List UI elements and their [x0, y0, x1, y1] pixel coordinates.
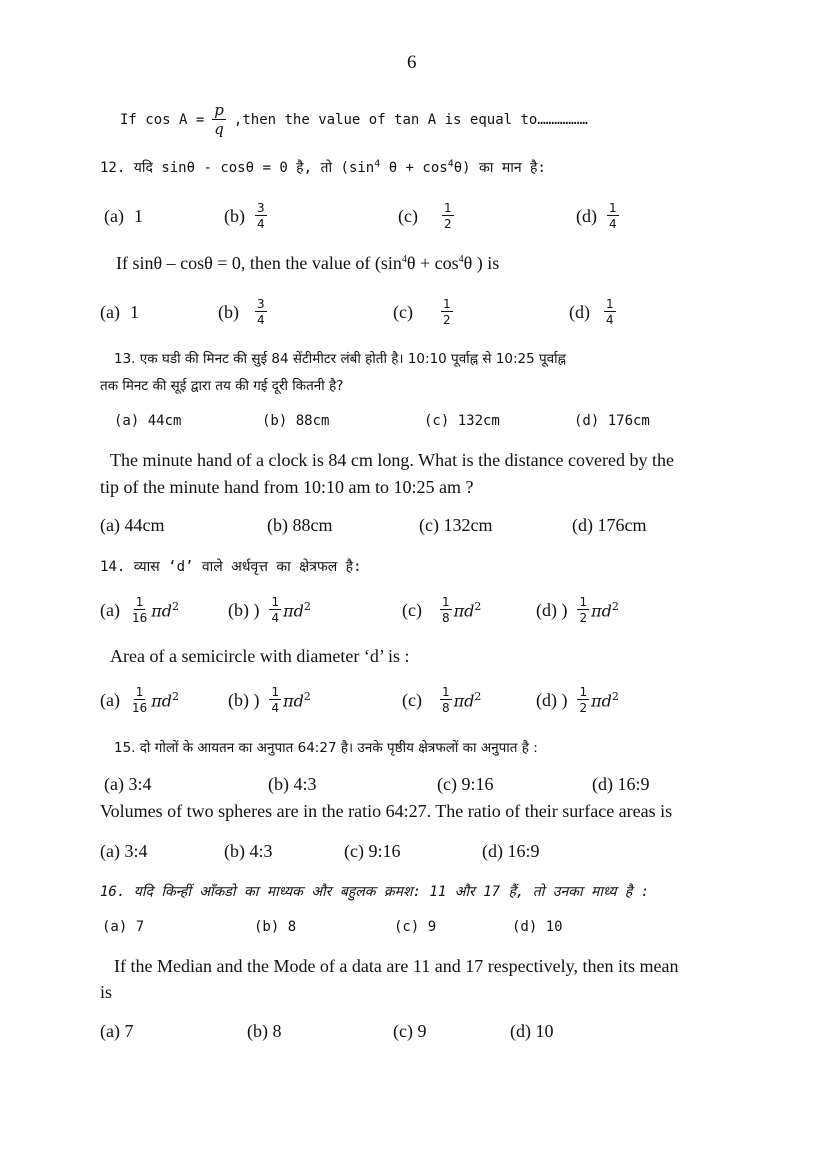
q15-en-option-c: (c) 9:16	[344, 841, 401, 861]
q12-english-question	[116, 253, 499, 274]
fraction-denominator: 2	[443, 217, 452, 231]
q12-hi-option-a	[104, 196, 143, 236]
pi-d-exponent: 2	[172, 689, 180, 703]
option-label: (c)	[402, 599, 422, 620]
q15-english-question: Volumes of two spheres are in the ratio 64:27. The ratio of their surface areas is	[100, 801, 673, 821]
q13-hi-option-c: (c) 132cm	[424, 413, 500, 429]
q13-hi-option-b: (b) 88cm	[262, 413, 330, 429]
q12-english-options	[0, 292, 827, 332]
fraction-numerator: 1	[135, 685, 144, 699]
q16-en-option-c: (c) 9	[393, 1021, 427, 1041]
q12-hi-exp1: 4	[374, 158, 381, 170]
fraction-numerator: 1	[441, 595, 450, 609]
q16-hi-option-a: (a) 7	[102, 919, 145, 935]
fraction-denominator: q	[214, 120, 224, 138]
q15-en-option-d: (d) 16:9	[482, 841, 540, 861]
fraction-denominator: 8	[441, 701, 450, 715]
option-label: (a)	[100, 599, 120, 620]
fraction-denominator: 4	[271, 701, 280, 715]
q15-hi-option-a: (a) 3:4	[104, 774, 152, 794]
option-fraction	[604, 298, 616, 326]
q13-english-line1: The minute hand of a clock is 84 cm long. What is the distance covered by the	[110, 450, 675, 470]
q12-hi-suffix: θ) का मान है:	[453, 160, 546, 176]
q13-english-line2: tip of the minute hand from 10:10 am to 10:25 am ?	[100, 477, 474, 497]
option-label: (c)	[402, 689, 422, 710]
q14-en-option-b	[228, 680, 311, 720]
q13-hi-option-a: (a) 44cm	[114, 413, 182, 429]
pi-d: πd	[591, 691, 612, 711]
fraction-numerator: 1	[271, 685, 280, 699]
q16-en-option-d: (d) 10	[510, 1021, 554, 1041]
fraction-denominator: 16	[131, 611, 148, 625]
option-label: (d) )	[536, 689, 568, 710]
fraction-denominator: 4	[609, 217, 617, 231]
fraction-numerator: 1	[442, 297, 451, 311]
q14-en-option-a	[100, 680, 179, 720]
option-label: (c)	[393, 301, 413, 322]
pi-d-exponent: 2	[303, 599, 311, 613]
fraction-numerator: 3	[257, 201, 265, 215]
fraction-numerator: 1	[606, 297, 614, 311]
option-label: (a)	[100, 689, 120, 710]
q13-en-option-a: (a) 44cm	[100, 515, 165, 535]
pi-d-squared	[151, 600, 179, 620]
fraction-denominator: 4	[257, 217, 265, 231]
pi-d: πd	[283, 601, 304, 621]
q12-hi-option-d	[576, 196, 619, 236]
q15-hi-option-b: (b) 4:3	[268, 774, 317, 794]
fraction-denominator: 2	[579, 611, 588, 625]
pi-d-squared	[591, 690, 619, 710]
q16-hi-option-c: (c) 9	[394, 919, 437, 935]
q13-en-option-b: (b) 88cm	[267, 515, 333, 535]
q12-hi-option-c	[398, 196, 454, 236]
pi-d-squared	[283, 690, 311, 710]
q13-hi-option-d: (d) 176cm	[574, 413, 650, 429]
fraction-denominator: 8	[441, 611, 450, 625]
fraction-numerator: 1	[441, 685, 450, 699]
pi-d: πd	[151, 601, 173, 621]
q12-en-mid: θ + cos	[406, 253, 459, 273]
q15-hi-option-d: (d) 16:9	[592, 774, 650, 794]
pi-d-squared	[151, 690, 179, 710]
q16-english-line1: If the Median and the Mode of a data are 11 and 17 respectively, then its mean	[114, 956, 679, 976]
option-fraction	[255, 298, 267, 326]
option-value: 1	[129, 301, 139, 322]
q15-hindi-question: 15. दो गोलों के आयतन का अनुपात 64:27 है। उनके पृष्ठीय क्षेत्रफलों का अनुपात है :	[114, 740, 538, 756]
q12-en-exp2: 4	[458, 254, 464, 265]
q11-prefix: If cos A =	[120, 112, 205, 128]
fraction-numerator: 1	[609, 201, 617, 215]
q14-english-question: Area of a semicircle with diameter ‘d’ is :	[110, 646, 410, 666]
q16-hi-option-b: (b) 8	[254, 919, 297, 935]
pi-d-squared	[454, 600, 482, 620]
fraction-denominator: 2	[579, 701, 588, 715]
q12-hindi-options	[0, 196, 827, 236]
q15-en-option-a: (a) 3:4	[100, 841, 148, 861]
option-fraction	[577, 596, 589, 624]
option-fraction	[442, 202, 454, 230]
page-number: 6	[407, 52, 417, 73]
option-label: (b)	[218, 301, 239, 322]
fraction-numerator: 1	[579, 685, 588, 699]
q14-hindi-options	[0, 590, 827, 630]
option-label: (d) )	[536, 599, 568, 620]
pi-d: πd	[453, 691, 475, 711]
q15-hi-option-c: (c) 9:16	[437, 774, 494, 794]
pi-d: πd	[453, 601, 475, 621]
fraction-numerator: 3	[257, 297, 265, 311]
pi-d-exponent: 2	[172, 599, 180, 613]
q12-en-option-c	[393, 292, 453, 332]
fraction-denominator: 4	[606, 313, 614, 327]
q16-en-option-a: (a) 7	[100, 1021, 134, 1041]
q12-en-exp1: 4	[401, 254, 407, 265]
fraction-denominator: 4	[271, 611, 280, 625]
q14-hi-option-b	[228, 590, 311, 630]
pi-d-squared	[591, 600, 619, 620]
q11-question	[120, 98, 588, 142]
q11-suffix: ,then the value of tan A is equal to………………	[233, 112, 588, 128]
fraction-denominator: 4	[257, 313, 265, 327]
q14-hi-option-a	[100, 590, 179, 630]
fraction-numerator: p	[214, 101, 224, 119]
q14-hi-option-d	[536, 590, 619, 630]
option-fraction	[130, 596, 149, 624]
q13-en-option-c: (c) 132cm	[419, 515, 493, 535]
q12-en-prefix: If sinθ – cosθ = 0, then the value of (sin	[116, 253, 402, 273]
q14-en-option-d	[536, 680, 619, 720]
q16-hindi-question: 16. यदि किन्हीं आँकडो का माध्यक और बहुलक क्रमश: 11 और 17 हैं, तो उनका माध्य है :	[100, 884, 650, 900]
q11-fraction	[212, 103, 226, 137]
q13-hindi-line2: तक मिनट की सूई द्वारा तय की गई दूरी कितनी है?	[100, 378, 344, 394]
pi-d-squared	[454, 690, 482, 710]
q12-en-option-d	[569, 292, 616, 332]
option-label: (d)	[569, 301, 590, 322]
option-label: (b) )	[228, 599, 260, 620]
option-fraction	[269, 596, 281, 624]
pi-d-squared	[283, 600, 311, 620]
pi-d-exponent: 2	[611, 599, 619, 613]
q12-hi-prefix: 12. यदि sinθ - cosθ = 0 है, तो (sin	[100, 160, 375, 176]
q14-english-options	[0, 680, 827, 720]
option-label: (a)	[100, 301, 120, 322]
fraction-denominator: 16	[131, 701, 148, 715]
pi-d: πd	[283, 691, 304, 711]
option-label: (c)	[398, 205, 418, 226]
option-value: 1	[133, 205, 143, 226]
option-fraction	[130, 686, 149, 714]
q13-hindi-line1: 13. एक घडी की मिनट की सुई 84 सेंटीमीटर लंबी होती है। 10:10 पूर्वाह्न से 10:25 पूर्वाह्न	[114, 351, 567, 367]
q13-en-option-d: (d) 176cm	[572, 515, 647, 535]
option-fraction	[269, 686, 281, 714]
q14-en-option-c	[402, 680, 481, 720]
option-label: (b)	[224, 205, 245, 226]
option-fraction	[441, 298, 453, 326]
q12-en-option-b	[218, 292, 267, 332]
q12-hi-exp2: 4	[447, 158, 454, 170]
pi-d-exponent: 2	[303, 689, 311, 703]
option-label: (b) )	[228, 689, 260, 710]
q16-en-option-b: (b) 8	[247, 1021, 282, 1041]
option-label: (a)	[104, 205, 124, 226]
pi-d-exponent: 2	[474, 689, 482, 703]
option-label: (d)	[576, 205, 597, 226]
option-fraction	[440, 596, 452, 624]
fraction-numerator: 1	[271, 595, 280, 609]
q16-hi-option-d: (d) 10	[512, 919, 563, 935]
q12-hi-mid: θ + cos	[380, 160, 448, 176]
q12-hi-option-b	[224, 196, 267, 236]
q15-en-option-b: (b) 4:3	[224, 841, 273, 861]
q12-hindi-question	[100, 158, 546, 177]
q12-en-suffix: θ ) is	[463, 253, 500, 273]
fraction-numerator: 1	[443, 201, 452, 215]
fraction-numerator: 1	[579, 595, 588, 609]
q12-en-option-a	[100, 292, 139, 332]
fraction-denominator: 2	[442, 313, 451, 327]
fraction-numerator: 1	[135, 595, 144, 609]
q14-hindi-question: 14. व्यास ‘d’ वाले अर्धवृत्त का क्षेत्रफल है:	[100, 559, 362, 575]
pi-d-exponent: 2	[611, 689, 619, 703]
pi-d: πd	[151, 691, 173, 711]
option-fraction	[440, 686, 452, 714]
option-fraction	[577, 686, 589, 714]
q14-hi-option-c	[402, 590, 481, 630]
pi-d-exponent: 2	[474, 599, 482, 613]
option-fraction	[255, 202, 267, 230]
pi-d: πd	[591, 601, 612, 621]
option-fraction	[607, 202, 619, 230]
q16-english-line2: is	[100, 982, 113, 1002]
